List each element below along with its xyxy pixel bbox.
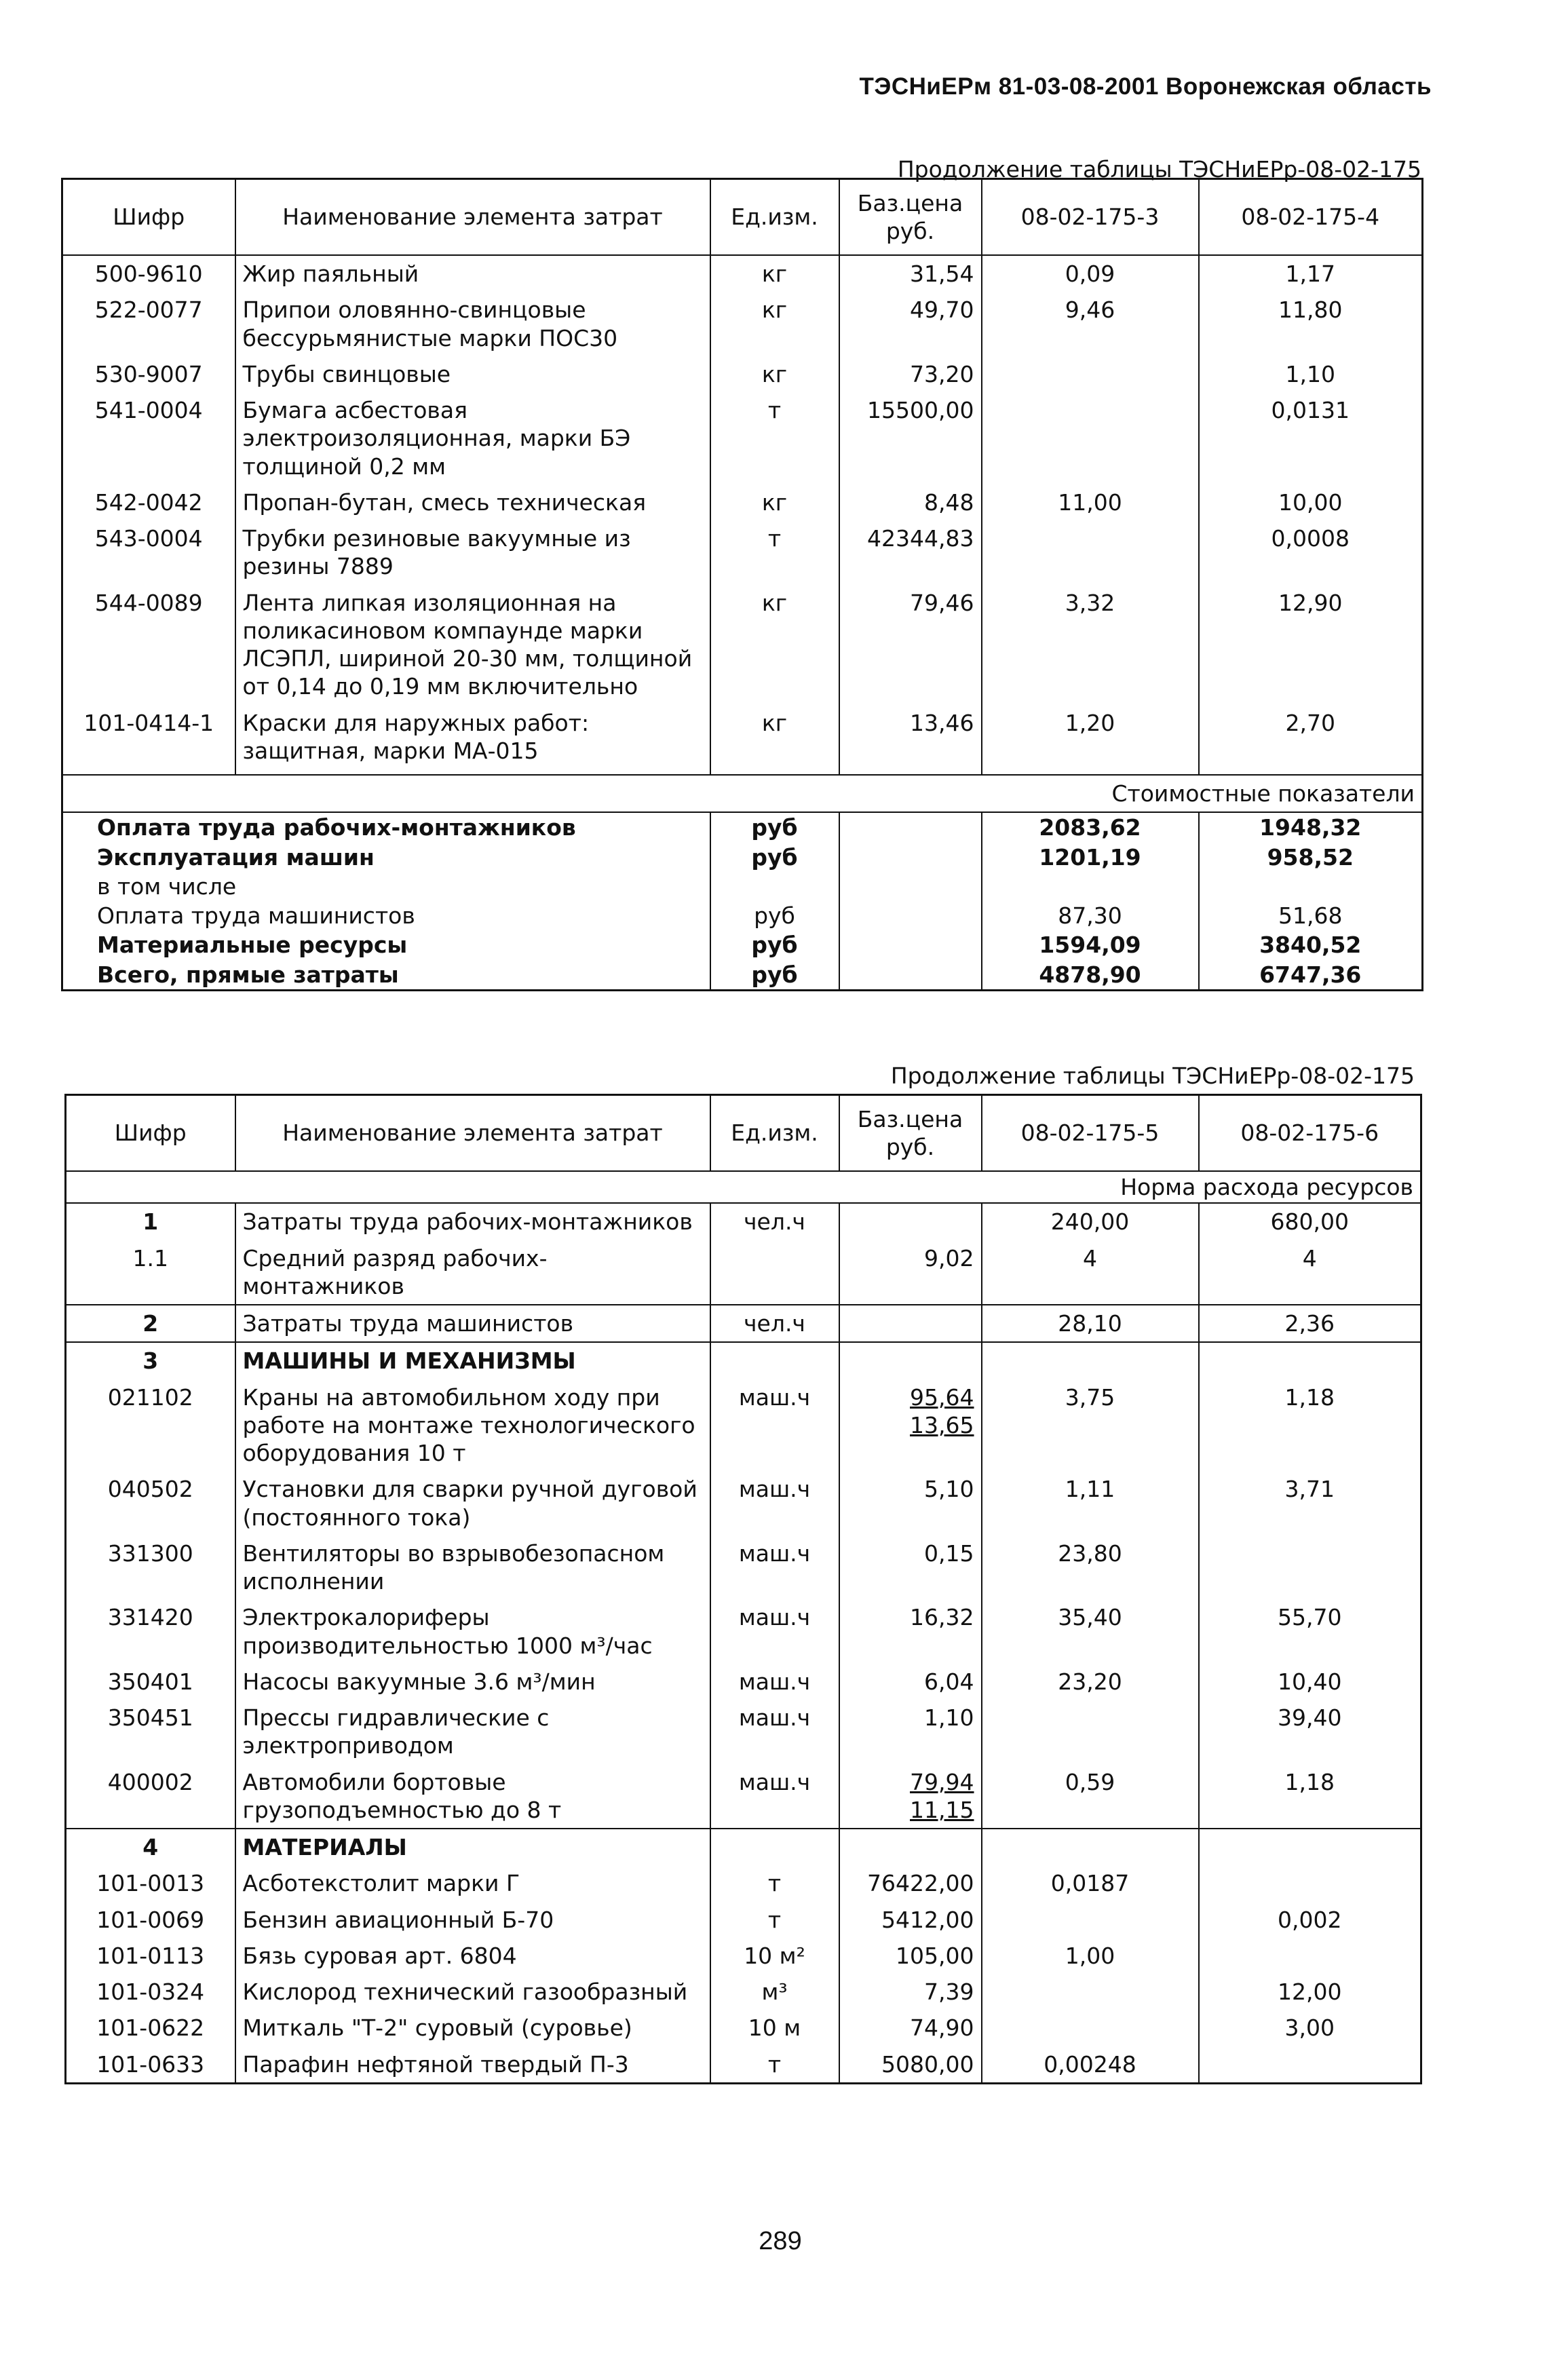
base-price-wage: 11,15 — [910, 1796, 974, 1823]
base-price — [839, 1240, 982, 1305]
table2-header-row — [66, 1095, 1421, 1172]
summary-unit — [710, 872, 839, 901]
resource-name: Жир паяльный — [235, 255, 710, 292]
summary-price — [839, 930, 982, 959]
norm-value-4: 12,90 — [1199, 585, 1423, 705]
resource-name: МАШИНЫ И МЕХАНИЗМЫ — [235, 1342, 710, 1379]
summary-name: Эксплуатация машин — [62, 843, 710, 872]
norm-value-5: 3,75 — [982, 1379, 1199, 1472]
base-price-value: 6,04 — [924, 1668, 974, 1695]
resource-code: 101-0069 — [66, 1902, 235, 1938]
base-price: 8,48 — [839, 484, 982, 520]
table-row — [62, 356, 1423, 392]
summary-unit: руб — [710, 960, 839, 991]
resource-unit: кг — [710, 705, 839, 776]
norm-value-5: 23,80 — [982, 1535, 1199, 1600]
base-price: 79,46 — [839, 585, 982, 705]
resource-name: Затраты труда рабочих-монтажников — [235, 1203, 710, 1240]
base-price: 73,20 — [839, 356, 982, 392]
base-price — [839, 2010, 982, 2046]
summary-value-3: 87,30 — [982, 901, 1199, 930]
base-price — [839, 1865, 982, 1901]
resource-code: 530-9007 — [62, 356, 235, 392]
document-header-title: ТЭСНиЕРм 81-03-08-2001 Воронежская область — [859, 73, 1432, 100]
norm-value-3: 0,09 — [982, 255, 1199, 292]
norm-value-5: 4 — [982, 1240, 1199, 1305]
norm-value-4: 11,80 — [1199, 292, 1423, 356]
resource-code: 4 — [66, 1829, 235, 1865]
base-price-value: 5,10 — [924, 1476, 974, 1503]
norm-value-5 — [982, 1829, 1199, 1865]
table-row — [66, 1379, 1421, 1472]
table-row — [66, 1535, 1421, 1600]
base-price — [839, 2046, 982, 2084]
table-row — [62, 705, 1423, 776]
table-row — [66, 1974, 1421, 2010]
base-price: 49,70 — [839, 292, 982, 356]
resource-code: 400002 — [66, 1764, 235, 1829]
column-header-name: Наименование элемента затрат — [235, 179, 710, 256]
base-price-value: 16,32 — [910, 1604, 974, 1631]
resource-name: Бензин авиационный Б-70 — [235, 1902, 710, 1938]
norm-value-6: 39,40 — [1199, 1700, 1421, 1764]
resource-name: Миткаль "Т-2" суровый (суровье) — [235, 2010, 710, 2046]
summary-price — [839, 843, 982, 872]
column-header-norm-5: 08-02-175-5 — [982, 1095, 1199, 1172]
section-label-row — [66, 1171, 1421, 1203]
resource-unit: 10 м² — [710, 1938, 839, 1974]
resource-name: Установки для сварки ручной дуговой (постоянного тока) — [235, 1471, 710, 1535]
table-row — [66, 1664, 1421, 1700]
table-row — [66, 1829, 1421, 1865]
table-row — [66, 1471, 1421, 1535]
norm-value-3 — [982, 520, 1199, 585]
resource-code: 543-0004 — [62, 520, 235, 585]
resource-code: 331420 — [66, 1599, 235, 1664]
resource-code: 541-0004 — [62, 392, 235, 484]
resource-code: 101-0013 — [66, 1865, 235, 1901]
resource-name: Краны на автомобильном ходу при работе на монтаже технологического оборудования 10 т — [235, 1379, 710, 1472]
norm-value-5: 1,00 — [982, 1938, 1199, 1974]
page-number: 289 — [759, 2227, 802, 2255]
resource-code: 542-0042 — [62, 484, 235, 520]
base-price — [839, 1700, 982, 1764]
resource-unit: т — [710, 1865, 839, 1901]
resource-code: 1.1 — [66, 1240, 235, 1305]
base-price: 15500,00 — [839, 392, 982, 484]
base-price-value: 74,90 — [910, 2014, 974, 2042]
table-row — [66, 2010, 1421, 2046]
resource-name: Кислород технический газообразный — [235, 1974, 710, 2010]
norm-value-5: 240,00 — [982, 1203, 1199, 1240]
resource-code: 101-0633 — [66, 2046, 235, 2084]
summary-row — [62, 812, 1423, 842]
resource-code: 350401 — [66, 1664, 235, 1700]
resource-unit — [710, 1829, 839, 1865]
norm-value-5: 28,10 — [982, 1305, 1199, 1342]
table-row — [66, 1203, 1421, 1240]
column-header-unit: Ед.изм. — [710, 1095, 839, 1172]
summary-unit: руб — [710, 843, 839, 872]
resource-unit: т — [710, 2046, 839, 2084]
resource-name: Асботекстолит марки Г — [235, 1865, 710, 1901]
resource-unit: маш.ч — [710, 1664, 839, 1700]
resource-unit: маш.ч — [710, 1764, 839, 1829]
norm-value-6 — [1199, 1829, 1421, 1865]
resource-unit: маш.ч — [710, 1599, 839, 1664]
table1-header-row — [62, 179, 1423, 256]
norm-value-5 — [982, 1974, 1199, 2010]
base-price — [839, 1342, 982, 1379]
base-price-value: 0,15 — [924, 1540, 974, 1567]
norm-value-3: 11,00 — [982, 484, 1199, 520]
table-row — [62, 484, 1423, 520]
summary-value-3: 1594,09 — [982, 930, 1199, 959]
resource-name: Лента липкая изоляционная на поликасиновом компаунде марки ЛСЭПЛ, шириной 20-30 мм, толщиной от 0,14 до 0,19 мм включительно — [235, 585, 710, 705]
base-price-value: 5080,00 — [881, 2050, 974, 2078]
resource-unit: кг — [710, 484, 839, 520]
summary-row — [62, 901, 1423, 930]
table-row — [66, 1305, 1421, 1342]
summary-price — [839, 812, 982, 842]
section-label-cost-indicators: Стоимостные показатели — [62, 775, 1423, 812]
cost-table-1 — [61, 178, 1423, 991]
column-header-code: Шифр — [62, 179, 235, 256]
resource-name: Припои оловянно-свинцовые бессурьмянистые марки ПОС30 — [235, 292, 710, 356]
table-row — [62, 585, 1423, 705]
base-price — [839, 1764, 982, 1829]
base-price: 42344,83 — [839, 520, 982, 585]
base-price: 13,46 — [839, 705, 982, 776]
resource-name: Автомобили бортовые грузоподъемностью до 8 т — [235, 1764, 710, 1829]
resource-code: 021102 — [66, 1379, 235, 1472]
norm-value-6: 55,70 — [1199, 1599, 1421, 1664]
resource-name: Трубки резиновые вакуумные из резины 7889 — [235, 520, 710, 585]
norm-value-5 — [982, 1342, 1199, 1379]
column-header-norm-4: 08-02-175-4 — [1199, 179, 1423, 256]
norm-value-6: 1,18 — [1199, 1764, 1421, 1829]
norm-value-4: 0,0008 — [1199, 520, 1423, 585]
summary-name: Всего, прямые затраты — [62, 960, 710, 991]
summary-value-4: 1948,32 — [1199, 812, 1423, 842]
resource-unit: кг — [710, 356, 839, 392]
resource-code: 331300 — [66, 1535, 235, 1600]
norm-value-3 — [982, 356, 1199, 392]
resource-unit: маш.ч — [710, 1700, 839, 1764]
summary-unit: руб — [710, 812, 839, 842]
resource-unit: м³ — [710, 1974, 839, 2010]
table-row — [62, 392, 1423, 484]
base-price — [839, 1938, 982, 1974]
base-price — [839, 1203, 982, 1240]
norm-value-5 — [982, 2010, 1199, 2046]
norm-value-3: 1,20 — [982, 705, 1199, 776]
resource-name: Затраты труда машинистов — [235, 1305, 710, 1342]
table-row — [62, 292, 1423, 356]
resource-name: Насосы вакуумные 3.6 м³/мин — [235, 1664, 710, 1700]
resource-unit: 10 м — [710, 2010, 839, 2046]
resource-name: Бумага асбестовая электроизоляционная, марки БЭ толщиной 0,2 мм — [235, 392, 710, 484]
table-row — [66, 2046, 1421, 2084]
norm-value-5: 0,00248 — [982, 2046, 1199, 2084]
column-header-norm-3: 08-02-175-3 — [982, 179, 1199, 256]
base-price-value: 5412,00 — [881, 1906, 974, 1933]
resource-name: МАТЕРИАЛЫ — [235, 1829, 710, 1865]
resource-code: 101-0113 — [66, 1938, 235, 1974]
norm-value-6: 4 — [1199, 1240, 1421, 1305]
resource-unit: чел.ч — [710, 1203, 839, 1240]
norm-value-4: 10,00 — [1199, 484, 1423, 520]
table-row — [66, 1342, 1421, 1379]
base-price-value: 9,02 — [924, 1244, 974, 1272]
norm-value-5: 0,0187 — [982, 1865, 1199, 1901]
resource-code: 3 — [66, 1342, 235, 1379]
summary-value-3 — [982, 872, 1199, 901]
section-label-resource-norms: Норма расхода ресурсов — [66, 1171, 1421, 1203]
resource-unit — [710, 1240, 839, 1305]
column-header-code: Шифр — [66, 1095, 235, 1172]
resource-unit: кг — [710, 292, 839, 356]
table-row — [66, 1865, 1421, 1901]
summary-value-3: 1201,19 — [982, 843, 1199, 872]
norm-value-6 — [1199, 2046, 1421, 2084]
resource-name: Вентиляторы во взрывобезопасном исполнении — [235, 1535, 710, 1600]
resource-code: 040502 — [66, 1471, 235, 1535]
norm-value-3: 3,32 — [982, 585, 1199, 705]
summary-row — [62, 843, 1423, 872]
norm-value-5: 23,20 — [982, 1664, 1199, 1700]
summary-value-3: 2083,62 — [982, 812, 1199, 842]
resource-name: Трубы свинцовые — [235, 356, 710, 392]
column-header-name: Наименование элемента затрат — [235, 1095, 710, 1172]
resource-unit: т — [710, 392, 839, 484]
base-price — [839, 1379, 982, 1472]
norm-value-5 — [982, 1902, 1199, 1938]
summary-unit: руб — [710, 930, 839, 959]
cost-table-2 — [64, 1094, 1422, 2084]
table2-caption: Продолжение таблицы ТЭСНиЕРр-08-02-175 — [890, 1063, 1415, 1089]
resource-code: 101-0622 — [66, 2010, 235, 2046]
base-price — [839, 1471, 982, 1535]
norm-value-6: 1,18 — [1199, 1379, 1421, 1472]
base-price-value: 1,10 — [924, 1704, 974, 1731]
summary-name: Оплата труда машинистов — [62, 901, 710, 930]
resource-code: 1 — [66, 1203, 235, 1240]
resource-unit: т — [710, 520, 839, 585]
norm-value-4: 0,0131 — [1199, 392, 1423, 484]
summary-value-4: 51,68 — [1199, 901, 1423, 930]
resource-code: 101-0324 — [66, 1974, 235, 2010]
resource-code: 544-0089 — [62, 585, 235, 705]
resource-name: Бязь суровая арт. 6804 — [235, 1938, 710, 1974]
base-price-value: 7,39 — [924, 1979, 974, 2005]
norm-value-6: 2,36 — [1199, 1305, 1421, 1342]
norm-value-6: 3,71 — [1199, 1471, 1421, 1535]
table1-caption: Продолжение таблицы ТЭСНиЕРр-08-02-175 — [897, 156, 1421, 183]
summary-price — [839, 872, 982, 901]
resource-unit: кг — [710, 255, 839, 292]
norm-value-6: 3,00 — [1199, 2010, 1421, 2046]
resource-unit — [710, 1342, 839, 1379]
base-price — [839, 1974, 982, 2010]
column-header-price: Баз.цена руб. — [839, 1095, 982, 1172]
base-price-value: 76422,00 — [867, 1870, 974, 1897]
norm-value-6: 0,002 — [1199, 1902, 1421, 1938]
base-price-value: 105,00 — [896, 1942, 974, 1969]
base-price — [839, 1664, 982, 1700]
resource-name: Пропан-бутан, смесь техническая — [235, 484, 710, 520]
norm-value-6 — [1199, 1938, 1421, 1974]
base-price — [839, 1902, 982, 1938]
summary-price — [839, 901, 982, 930]
base-price-wage: 13,65 — [910, 1411, 974, 1438]
resource-code: 101-0414-1 — [62, 705, 235, 776]
summary-price — [839, 960, 982, 991]
resource-code: 500-9610 — [62, 255, 235, 292]
table-row — [66, 1700, 1421, 1764]
resource-name: Средний разряд рабочих-монтажников — [235, 1240, 710, 1305]
table-row — [62, 255, 1423, 292]
base-price — [839, 1305, 982, 1342]
summary-row — [62, 872, 1423, 901]
norm-value-5: 35,40 — [982, 1599, 1199, 1664]
base-price: 31,54 — [839, 255, 982, 292]
norm-value-5: 0,59 — [982, 1764, 1199, 1829]
base-price — [839, 1599, 982, 1664]
summary-unit: руб — [710, 901, 839, 930]
resource-name: Электрокалориферы производительностью 1000 м³/час — [235, 1599, 710, 1664]
norm-value-4: 1,10 — [1199, 356, 1423, 392]
norm-value-6: 10,40 — [1199, 1664, 1421, 1700]
resource-unit: маш.ч — [710, 1471, 839, 1535]
norm-value-6 — [1199, 1535, 1421, 1600]
resource-code: 2 — [66, 1305, 235, 1342]
resource-unit: чел.ч — [710, 1305, 839, 1342]
resource-unit: кг — [710, 585, 839, 705]
norm-value-3 — [982, 392, 1199, 484]
summary-name: Оплата труда рабочих-монтажников — [62, 812, 710, 842]
summary-value-3: 4878,90 — [982, 960, 1199, 991]
norm-value-4: 1,17 — [1199, 255, 1423, 292]
norm-value-6: 680,00 — [1199, 1203, 1421, 1240]
summary-value-4: 958,52 — [1199, 843, 1423, 872]
table-row — [66, 1599, 1421, 1664]
table-row — [62, 520, 1423, 585]
norm-value-5 — [982, 1700, 1199, 1764]
norm-value-3: 9,46 — [982, 292, 1199, 356]
resource-code: 350451 — [66, 1700, 235, 1764]
resource-name: Парафин нефтяной твердый П-3 — [235, 2046, 710, 2084]
norm-value-6 — [1199, 1865, 1421, 1901]
resource-unit: маш.ч — [710, 1535, 839, 1600]
resource-name: Краски для наружных работ: защитная, марки МА-015 — [235, 705, 710, 776]
summary-row — [62, 930, 1423, 959]
table-row — [66, 1240, 1421, 1305]
summary-value-4: 6747,36 — [1199, 960, 1423, 991]
summary-name: Материальные ресурсы — [62, 930, 710, 959]
section-label-row — [62, 775, 1423, 812]
column-header-price: Баз.цена руб. — [839, 179, 982, 256]
column-header-unit: Ед.изм. — [710, 179, 839, 256]
base-price-value: 95,64 — [910, 1383, 974, 1411]
resource-unit: маш.ч — [710, 1379, 839, 1472]
norm-value-6 — [1199, 1342, 1421, 1379]
base-price — [839, 1829, 982, 1865]
summary-name: в том числе — [62, 872, 710, 901]
summary-value-4 — [1199, 872, 1423, 901]
resource-name: Прессы гидравлические с электроприводом — [235, 1700, 710, 1764]
base-price — [839, 1535, 982, 1600]
norm-value-5: 1,11 — [982, 1471, 1199, 1535]
base-price-value: 79,94 — [910, 1768, 974, 1795]
resource-unit: т — [710, 1902, 839, 1938]
column-header-norm-6: 08-02-175-6 — [1199, 1095, 1421, 1172]
resource-code: 522-0077 — [62, 292, 235, 356]
table-row — [66, 1938, 1421, 1974]
table-row — [66, 1902, 1421, 1938]
table-row — [66, 1764, 1421, 1829]
norm-value-4: 2,70 — [1199, 705, 1423, 776]
norm-value-6: 12,00 — [1199, 1974, 1421, 2010]
summary-value-4: 3840,52 — [1199, 930, 1423, 959]
summary-row — [62, 960, 1423, 991]
